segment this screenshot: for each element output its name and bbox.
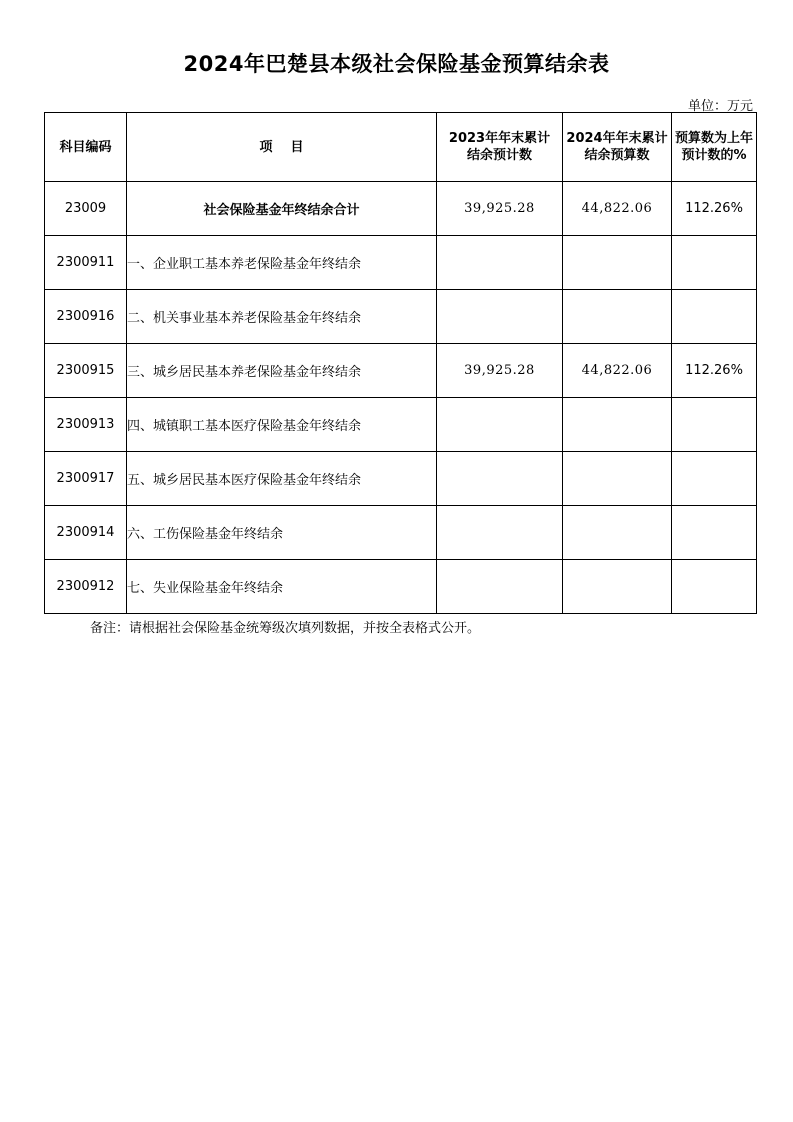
row-curr-value bbox=[563, 398, 672, 452]
unit-label: 单位：万元 bbox=[687, 99, 753, 114]
table-row bbox=[45, 506, 757, 560]
row-item: 五、城乡居民基本医疗保险基金年终结余 bbox=[127, 452, 437, 506]
row-code: 23009 bbox=[45, 182, 127, 236]
row-prev-value: 39,925.28 bbox=[437, 344, 563, 398]
row-ratio bbox=[672, 506, 757, 560]
row-code: 2300914 bbox=[45, 506, 127, 560]
row-ratio: 112.26% bbox=[672, 182, 757, 236]
header-code: 科目编码 bbox=[45, 113, 127, 182]
row-code: 2300911 bbox=[45, 236, 127, 290]
table-row bbox=[45, 398, 757, 452]
row-prev-value bbox=[437, 398, 563, 452]
row-prev-value bbox=[437, 560, 563, 614]
row-code: 2300912 bbox=[45, 560, 127, 614]
budget-balance-table bbox=[44, 112, 757, 614]
row-item: 一、企业职工基本养老保险基金年终结余 bbox=[127, 236, 437, 290]
table-row bbox=[45, 290, 757, 344]
table-row bbox=[45, 560, 757, 614]
row-ratio bbox=[672, 236, 757, 290]
row-code: 2300916 bbox=[45, 290, 127, 344]
footnote: 备注：请根据社会保险基金统筹级次填列数据，并按全表格式公开。 bbox=[90, 621, 481, 636]
row-curr-value: 44,822.06 bbox=[563, 344, 672, 398]
row-curr-value bbox=[563, 506, 672, 560]
row-prev-value bbox=[437, 452, 563, 506]
row-item: 七、失业保险基金年终结余 bbox=[127, 560, 437, 614]
row-ratio bbox=[672, 452, 757, 506]
row-ratio: 112.26% bbox=[672, 344, 757, 398]
row-ratio bbox=[672, 398, 757, 452]
row-code: 2300915 bbox=[45, 344, 127, 398]
table-row bbox=[45, 236, 757, 290]
row-prev-value bbox=[437, 506, 563, 560]
row-item: 三、城乡居民基本养老保险基金年终结余 bbox=[127, 344, 437, 398]
table-row bbox=[45, 452, 757, 506]
row-curr-value bbox=[563, 290, 672, 344]
row-prev-value: 39,925.28 bbox=[437, 182, 563, 236]
header-prev-year: 2023年年末累计结余预计数 bbox=[437, 113, 563, 182]
row-item: 四、城镇职工基本医疗保险基金年终结余 bbox=[127, 398, 437, 452]
row-code: 2300913 bbox=[45, 398, 127, 452]
row-curr-value: 44,822.06 bbox=[563, 182, 672, 236]
row-item: 六、工伤保险基金年终结余 bbox=[127, 506, 437, 560]
row-curr-value bbox=[563, 452, 672, 506]
header-item: 项 目 bbox=[127, 113, 437, 182]
row-curr-value bbox=[563, 236, 672, 290]
row-prev-value bbox=[437, 290, 563, 344]
row-ratio bbox=[672, 560, 757, 614]
row-curr-value bbox=[563, 560, 672, 614]
header-ratio: 预算数为上年预计数的% bbox=[672, 113, 757, 182]
table-row bbox=[45, 344, 757, 398]
row-code: 2300917 bbox=[45, 452, 127, 506]
page-title: 2024年巴楚县本级社会保险基金预算结余表 bbox=[183, 52, 610, 76]
row-item: 社会保险基金年终结余合计 bbox=[127, 182, 437, 236]
row-item: 二、机关事业基本养老保险基金年终结余 bbox=[127, 290, 437, 344]
row-prev-value bbox=[437, 236, 563, 290]
row-ratio bbox=[672, 290, 757, 344]
table-header-row bbox=[45, 113, 757, 182]
table-row bbox=[45, 182, 757, 236]
header-curr-year: 2024年年末累计结余预算数 bbox=[563, 113, 672, 182]
